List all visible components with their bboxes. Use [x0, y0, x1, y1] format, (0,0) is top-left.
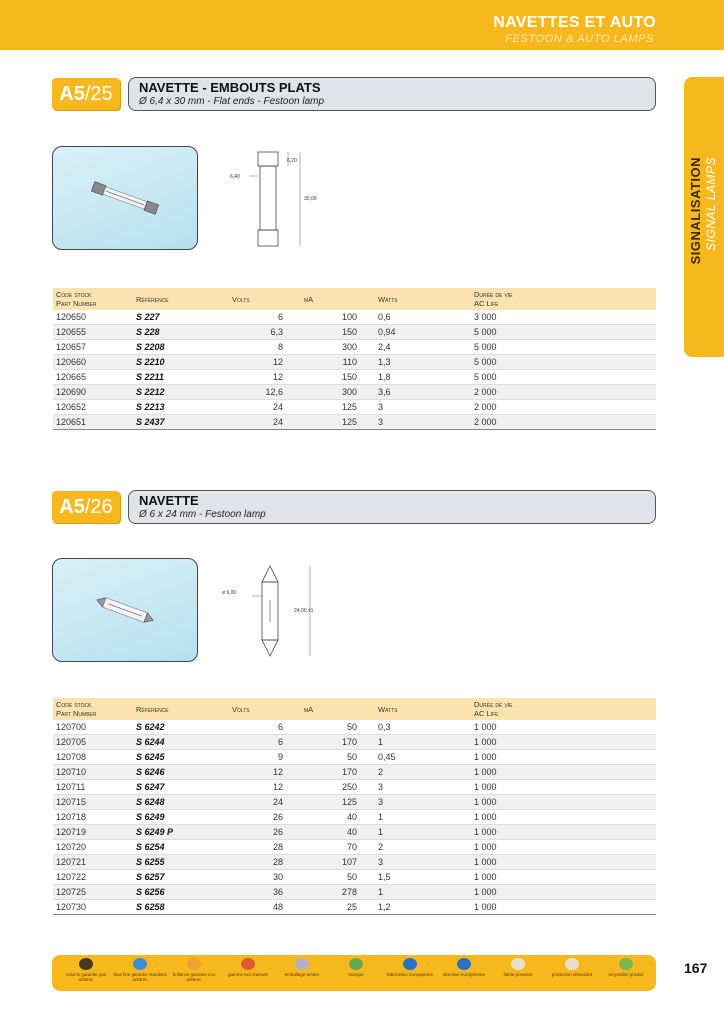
cell-life: 5 000 — [471, 370, 656, 385]
table-row — [53, 840, 656, 855]
section-code-suffix: /25 — [84, 83, 113, 105]
cell-watts: 3 — [375, 415, 471, 430]
cell-code: 120721 — [53, 855, 133, 870]
footer-legend-bar — [52, 955, 656, 991]
cell-reference: S 6242 — [133, 720, 229, 735]
table-row — [53, 325, 656, 340]
cell-life: 5 000 — [471, 355, 656, 370]
cell-watts: 1,3 — [375, 355, 471, 370]
table-header-row — [53, 698, 656, 720]
table-row — [53, 780, 656, 795]
cell-ma: 107 — [301, 855, 375, 870]
directive-icon — [457, 958, 471, 970]
cell-life: 1 000 — [471, 840, 656, 855]
cell-watts: 0,3 — [375, 720, 471, 735]
table-row — [53, 735, 656, 750]
cell-ma: 125 — [301, 400, 375, 415]
cell-reference: S 2213 — [133, 400, 229, 415]
section-title: NAVETTE — [139, 493, 199, 508]
cell-ma: 100 — [301, 310, 375, 325]
cell-life: 1 000 — [471, 825, 656, 840]
cell-ma: 125 — [301, 795, 375, 810]
cell-code: 120665 — [53, 370, 133, 385]
cell-reference: S 2212 — [133, 385, 229, 400]
cell-reference: S 6254 — [133, 840, 229, 855]
recycle-icon — [619, 958, 633, 970]
col-code: Code stock Part Number — [53, 288, 133, 310]
footer-legend-item — [274, 958, 330, 977]
cell-watts: 2,4 — [375, 340, 471, 355]
footer-legend-label: brillance garantie eco arbitrec — [172, 972, 216, 982]
cell-ma: 250 — [301, 780, 375, 795]
cell-life: 1 000 — [471, 720, 656, 735]
table-row — [53, 370, 656, 385]
cell-life: 5 000 — [471, 340, 656, 355]
cell-watts: 1,8 — [375, 370, 471, 385]
footer-legend-label: marque — [348, 972, 364, 977]
cell-life: 1 000 — [471, 855, 656, 870]
cell-ma: 170 — [301, 735, 375, 750]
footer-legend-label: color/iv garantie pas arbitrec — [65, 972, 107, 982]
footer-legend-item — [220, 958, 276, 977]
cell-volts: 6 — [229, 720, 301, 735]
cell-volts: 24 — [229, 795, 301, 810]
col-volts: Volts — [229, 288, 301, 310]
color-icon — [79, 958, 93, 970]
cell-life: 1 000 — [471, 765, 656, 780]
cell-watts: 3 — [375, 780, 471, 795]
cell-volts: 8 — [229, 340, 301, 355]
cell-reference: S 6246 — [133, 765, 229, 780]
footer-legend-item — [436, 958, 492, 977]
cell-volts: 28 — [229, 840, 301, 855]
cell-reference: S 6248 — [133, 795, 229, 810]
dim-length-label: 24,00 ±1 — [294, 608, 314, 614]
top-banner — [0, 0, 724, 50]
footer-legend-item — [166, 958, 222, 982]
spec-table-body — [53, 310, 656, 430]
cell-watts: 2 — [375, 840, 471, 855]
cell-reference: S 6247 — [133, 780, 229, 795]
cell-life: 1 000 — [471, 780, 656, 795]
cell-reference: S 6245 — [133, 750, 229, 765]
section-code: A5 — [59, 496, 85, 518]
cell-life: 2 000 — [471, 385, 656, 400]
table-row — [53, 765, 656, 780]
cell-code: 120718 — [53, 810, 133, 825]
cell-ma: 278 — [301, 885, 375, 900]
table-row — [53, 400, 656, 415]
cell-volts: 28 — [229, 855, 301, 870]
dim-width-label: 6,40 — [230, 174, 240, 180]
cell-watts: 1 — [375, 810, 471, 825]
cell-code: 120710 — [53, 765, 133, 780]
eu-fab-icon — [403, 958, 417, 970]
cell-code: 120690 — [53, 385, 133, 400]
cell-life: 1 000 — [471, 795, 656, 810]
cell-ma: 25 — [301, 900, 375, 915]
footer-legend-label: fabrication européenne — [386, 972, 434, 977]
cell-life: 2 000 — [471, 415, 656, 430]
footer-legend-item — [382, 958, 438, 977]
cell-volts: 12 — [229, 355, 301, 370]
cell-volts: 6,3 — [229, 325, 301, 340]
cell-code: 120720 — [53, 840, 133, 855]
cell-ma: 300 — [301, 340, 375, 355]
cell-watts: 0,94 — [375, 325, 471, 340]
festoon-lamp-icon — [53, 147, 197, 249]
blue-icon — [133, 958, 147, 970]
dim-width-label: ø 6,00 — [222, 590, 237, 596]
cell-watts: 1 — [375, 885, 471, 900]
cell-life: 5 000 — [471, 325, 656, 340]
lamp-photo — [52, 558, 198, 662]
table-row — [53, 385, 656, 400]
cell-code: 120700 — [53, 720, 133, 735]
footer-legend-label: protection ultraviolet — [551, 972, 593, 977]
cell-reference: S 6244 — [133, 735, 229, 750]
section-code-suffix: /26 — [84, 496, 113, 518]
cell-code: 120655 — [53, 325, 133, 340]
cell-volts: 12 — [229, 780, 301, 795]
section-code: A5 — [59, 83, 85, 105]
col-life: Durée de vie AC Life — [471, 698, 656, 720]
section-title: NAVETTE - EMBOUTS PLATS — [139, 80, 321, 95]
cell-code: 120652 — [53, 400, 133, 415]
cell-watts: 0,6 — [375, 310, 471, 325]
table-row — [53, 415, 656, 430]
cell-ma: 50 — [301, 870, 375, 885]
cell-ma: 40 — [301, 825, 375, 840]
dim-cap-label: 6,20 — [287, 158, 297, 164]
cell-watts: 0,45 — [375, 750, 471, 765]
cell-ma: 70 — [301, 840, 375, 855]
footer-legend-item — [58, 958, 114, 982]
cell-life: 2 000 — [471, 400, 656, 415]
side-tab-title: SIGNALISATION — [688, 157, 703, 265]
col-reference: Référence — [133, 698, 229, 720]
cell-life: 1 000 — [471, 885, 656, 900]
cell-ma: 125 — [301, 415, 375, 430]
cell-watts: 1,2 — [375, 900, 471, 915]
cell-ma: 150 — [301, 370, 375, 385]
footer-legend-item — [598, 958, 654, 977]
col-ma: mA — [301, 698, 375, 720]
spec-table-body — [53, 720, 656, 915]
cell-code: 120725 — [53, 885, 133, 900]
page-title: NAVETTES ET AUTO — [493, 14, 656, 31]
cell-code: 120651 — [53, 415, 133, 430]
cell-life: 1 000 — [471, 900, 656, 915]
cell-code: 120711 — [53, 780, 133, 795]
spec-table — [53, 698, 656, 915]
cell-code: 120660 — [53, 355, 133, 370]
lamp-photo — [52, 146, 198, 250]
cell-volts: 6 — [229, 735, 301, 750]
cell-code: 120730 — [53, 900, 133, 915]
cell-watts: 3,6 — [375, 385, 471, 400]
col-watts: Watts — [375, 698, 471, 720]
cell-watts: 2 — [375, 765, 471, 780]
cell-reference: S 227 — [133, 310, 229, 325]
footer-legend-item — [544, 958, 600, 977]
table-row — [53, 870, 656, 885]
col-reference: Référence — [133, 288, 229, 310]
table-header-row — [53, 288, 656, 310]
cell-reference: S 2437 — [133, 415, 229, 430]
dimension-drawing — [222, 560, 352, 664]
cell-volts: 26 — [229, 810, 301, 825]
col-volts: Volts — [229, 698, 301, 720]
cell-life: 3 000 — [471, 310, 656, 325]
cell-life: 1 000 — [471, 750, 656, 765]
side-tab — [684, 77, 724, 357]
cell-reference: S 6256 — [133, 885, 229, 900]
cell-ma: 40 — [301, 810, 375, 825]
table-row — [53, 310, 656, 325]
footer-legend-item — [112, 958, 168, 982]
cell-watts: 3 — [375, 795, 471, 810]
table-row — [53, 340, 656, 355]
cell-ma: 50 — [301, 720, 375, 735]
cell-code: 120705 — [53, 735, 133, 750]
cell-ma: 50 — [301, 750, 375, 765]
brilliance-icon — [187, 958, 201, 970]
spec-table — [53, 288, 656, 430]
side-tab-subtitle: SIGNAL LAMPS — [704, 157, 718, 251]
cell-reference: S 6255 — [133, 855, 229, 870]
cell-volts: 30 — [229, 870, 301, 885]
cell-reference: S 2211 — [133, 370, 229, 385]
table-row — [53, 355, 656, 370]
footer-legend-item — [490, 958, 546, 977]
section-code-badge — [52, 491, 120, 523]
cell-reference: S 2210 — [133, 355, 229, 370]
table-row — [53, 855, 656, 870]
col-watts: Watts — [375, 288, 471, 310]
cell-volts: 24 — [229, 400, 301, 415]
cell-code: 120657 — [53, 340, 133, 355]
cell-watts: 1 — [375, 825, 471, 840]
cell-ma: 150 — [301, 325, 375, 340]
page-subtitle: FESTOON & AUTO LAMPS — [505, 33, 654, 45]
col-code: Code stock Part Number — [53, 698, 133, 720]
cell-volts: 12 — [229, 370, 301, 385]
footer-legend-label: recyclable produit — [608, 972, 644, 977]
eco-icon — [241, 958, 255, 970]
cell-reference: S 6249 P — [133, 825, 229, 840]
cell-volts: 26 — [229, 825, 301, 840]
cell-ma: 170 — [301, 765, 375, 780]
cell-watts: 3 — [375, 855, 471, 870]
cell-volts: 36 — [229, 885, 301, 900]
cell-volts: 24 — [229, 415, 301, 430]
footer-legend-label: blue line garantie standard arbitrec — [113, 972, 167, 982]
table-row — [53, 885, 656, 900]
section-subtitle: Ø 6,4 x 30 mm - Flat ends - Festoon lamp — [139, 96, 325, 107]
brand-icon — [349, 958, 363, 970]
cell-code: 120715 — [53, 795, 133, 810]
cell-watts: 1,5 — [375, 870, 471, 885]
cell-volts: 48 — [229, 900, 301, 915]
cell-ma: 110 — [301, 355, 375, 370]
cell-volts: 12 — [229, 765, 301, 780]
cell-ma: 300 — [301, 385, 375, 400]
cell-volts: 9 — [229, 750, 301, 765]
section-header — [128, 490, 656, 524]
table-row — [53, 900, 656, 915]
cell-watts: 3 — [375, 400, 471, 415]
cell-reference: S 6257 — [133, 870, 229, 885]
dimension-drawing — [230, 140, 350, 252]
cell-life: 1 000 — [471, 735, 656, 750]
cell-life: 1 000 — [471, 810, 656, 825]
cell-code: 120719 — [53, 825, 133, 840]
footer-legend-label: directive européenne — [442, 972, 486, 977]
section-header — [128, 77, 656, 111]
festoon-lamp-icon — [53, 559, 197, 661]
cell-volts: 12,6 — [229, 385, 301, 400]
dim-length-label: 30,00 — [304, 196, 317, 202]
page-number: 167 — [684, 960, 708, 976]
cell-code: 120650 — [53, 310, 133, 325]
cell-watts: 1 — [375, 735, 471, 750]
col-ma: mA — [301, 288, 375, 310]
footer-legend-label: emballage neutre — [284, 972, 320, 977]
table-row — [53, 720, 656, 735]
cell-reference: S 2208 — [133, 340, 229, 355]
cell-code: 120708 — [53, 750, 133, 765]
section-subtitle: Ø 6 x 24 mm - Festoon lamp — [139, 509, 266, 520]
packaging-icon — [295, 958, 309, 970]
cell-reference: S 6249 — [133, 810, 229, 825]
cell-volts: 6 — [229, 310, 301, 325]
pressure-icon — [511, 958, 525, 970]
col-life: Durée de vie AC Life — [471, 288, 656, 310]
table-row — [53, 750, 656, 765]
cell-reference: S 228 — [133, 325, 229, 340]
cell-reference: S 6258 — [133, 900, 229, 915]
table-row — [53, 825, 656, 840]
footer-legend-item — [328, 958, 384, 977]
protection-icon — [565, 958, 579, 970]
section-code-badge — [52, 78, 120, 110]
cell-life: 1 000 — [471, 870, 656, 885]
footer-legend-label: gamme eco-mesure — [227, 972, 268, 977]
table-row — [53, 810, 656, 825]
cell-code: 120722 — [53, 870, 133, 885]
footer-legend-label: faible pression — [503, 972, 533, 977]
table-row — [53, 795, 656, 810]
